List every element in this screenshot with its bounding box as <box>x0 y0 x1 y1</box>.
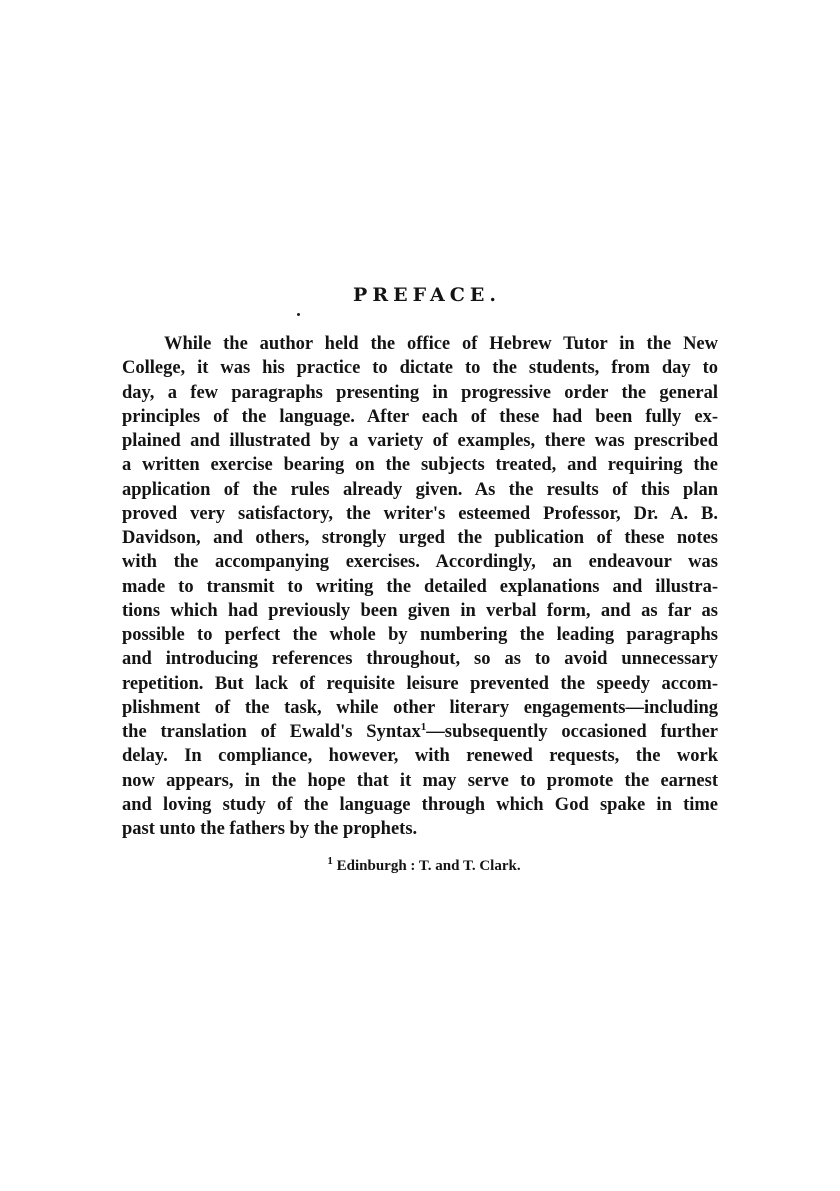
body-line: While the author held the office of Hebrew Tutor in the New <box>164 334 718 354</box>
body-line-text-tail: —subsequently occasioned further <box>426 722 718 742</box>
footnote-text: Edinburgh : T. and T. Clark. <box>332 858 521 874</box>
body-line: made to transmit to writing the detailed explanations and illustra- <box>122 576 718 597</box>
body-line: past unto the fathers by the prophets. <box>122 819 418 839</box>
preface-heading: PREFACE. <box>353 284 501 306</box>
body-line: repetition. But lack of requisite leisure prevented the speedy accom- <box>122 673 718 694</box>
body-line: now appears, in the hope that it may serve to promote the earnest <box>122 770 718 791</box>
footnote-reference-marker: 1 <box>420 720 427 733</box>
body-line: plained and illustrated by a variety of examples, there was prescribed <box>122 431 718 451</box>
body-line: possible to perfect the whole by numbering the leading paragraphs <box>122 625 718 645</box>
body-line-text: the translation of Ewald's Syntax <box>122 722 421 742</box>
body-line: day, a few paragraphs presenting in progressive order the general <box>122 382 718 403</box>
body-line: a written exercise bearing on the subjects treated, and requiring the <box>122 455 718 476</box>
body-line: principles of the language. After each of these had been fully ex- <box>122 406 718 427</box>
body-line: and loving study of the language through which God spake in time <box>122 794 718 815</box>
footnote-marker: 1 <box>327 855 333 867</box>
body-line: application of the rules already given. As the results of this plan <box>122 479 718 500</box>
body-line: Davidson, and others, strongly urged the publication of these notes <box>122 528 718 548</box>
footnote <box>0 855 840 875</box>
body-line: tions which had previously been given in verbal form, and as far as <box>122 600 718 621</box>
body-line: proved very satisfactory, the writer's esteemed Professor, Dr. A. B. <box>122 503 718 524</box>
print-speck <box>297 313 300 316</box>
body-line: College, it was his practice to dictate to the students, from day to <box>122 358 718 379</box>
preface-body <box>122 332 718 841</box>
body-line: and introducing references throughout, so as to avoid unnecessary <box>122 649 718 670</box>
body-line-with-footnote-ref <box>122 720 718 744</box>
body-line: delay. In compliance, however, with renewed requests, the work <box>122 746 718 767</box>
body-line: with the accompanying exercises. Accordingly, an endeavour was <box>122 552 718 573</box>
body-line: plishment of the task, while other literary engagements—including <box>122 697 718 718</box>
